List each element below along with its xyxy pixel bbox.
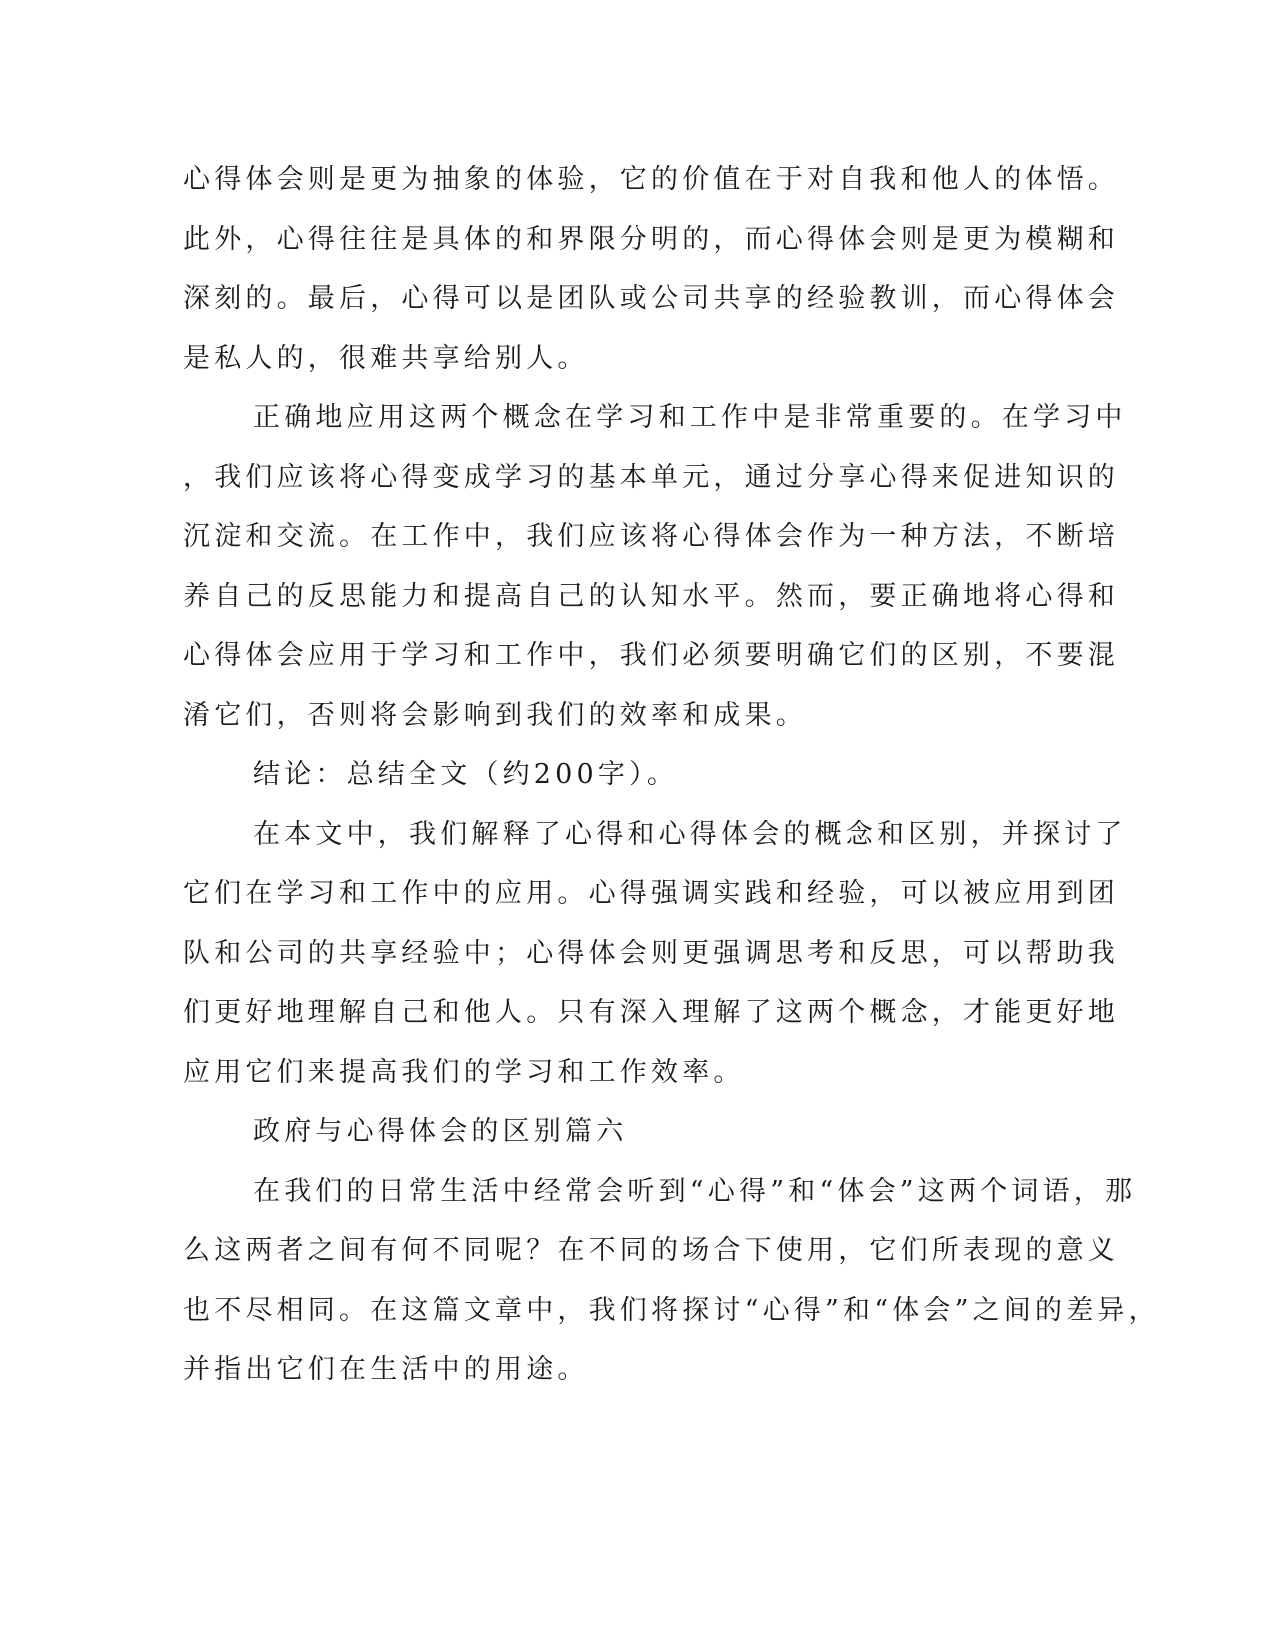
text-line: 心得体会应用于学习和工作中，我们必须要明确它们的区别，不要混	[183, 640, 1119, 671]
text-line: 它们在学习和工作中的应用。心得强调实践和经验，可以被应用到团	[183, 878, 1119, 909]
text-line: 此外，心得往往是具体的和界限分明的，而心得体会则是更为模糊和	[183, 223, 1119, 255]
text-line: 沉淀和交流。在工作中，我们应该将心得体会作为一种方法，不断培	[183, 521, 1119, 552]
text-line: 心得体会则是更为抽象的体验，它的价值在于对自我和他人的体悟。	[183, 164, 1119, 195]
section-heading: 政府与心得体会的区别篇六	[253, 1116, 628, 1147]
text-line: 深刻的。最后，心得可以是团队或公司共享的经验教训，而心得体会	[183, 283, 1119, 314]
paragraph-start-line: 在我们的日常生活中经常会听到“心得”和“体会”这两个词语，那	[253, 1175, 1137, 1207]
paragraph-start-line: 在本文中，我们解释了心得和心得体会的概念和区别，并探讨了	[253, 818, 1127, 850]
text-line: 淆它们，否则将会影响到我们的效率和成果。	[183, 699, 807, 731]
text-line: 队和公司的共享经验中；心得体会则更强调思考和反思，可以帮助我	[183, 937, 1119, 969]
text-line: 也不尽相同。在这篇文章中，我们将探讨“心得”和“体会”之间的差异，	[183, 1294, 1160, 1326]
body-text	[183, 150, 1160, 1400]
text-line: 么这两者之间有何不同呢？在不同的场合下使用，它们所表现的意义	[183, 1235, 1119, 1266]
paragraph-start-line: 正确地应用这两个概念在学习和工作中是非常重要的。在学习中	[253, 402, 1127, 433]
text-line: 应用它们来提高我们的学习和工作效率。	[183, 1056, 745, 1088]
text-line: 们更好地理解自己和他人。只有深入理解了这两个概念，才能更好地	[183, 997, 1119, 1028]
text-line: ，我们应该将心得变成学习的基本单元，通过分享心得来促进知识的	[183, 461, 1119, 493]
conclusion-heading: 结论：总结全文（约200字）。	[253, 759, 679, 790]
text-line: 并指出它们在生活中的用途。	[183, 1354, 589, 1385]
text-line: 是私人的，很难共享给别人。	[183, 342, 589, 374]
text-line: 养自己的反思能力和提高自己的认知水平。然而，要正确地将心得和	[183, 580, 1119, 612]
